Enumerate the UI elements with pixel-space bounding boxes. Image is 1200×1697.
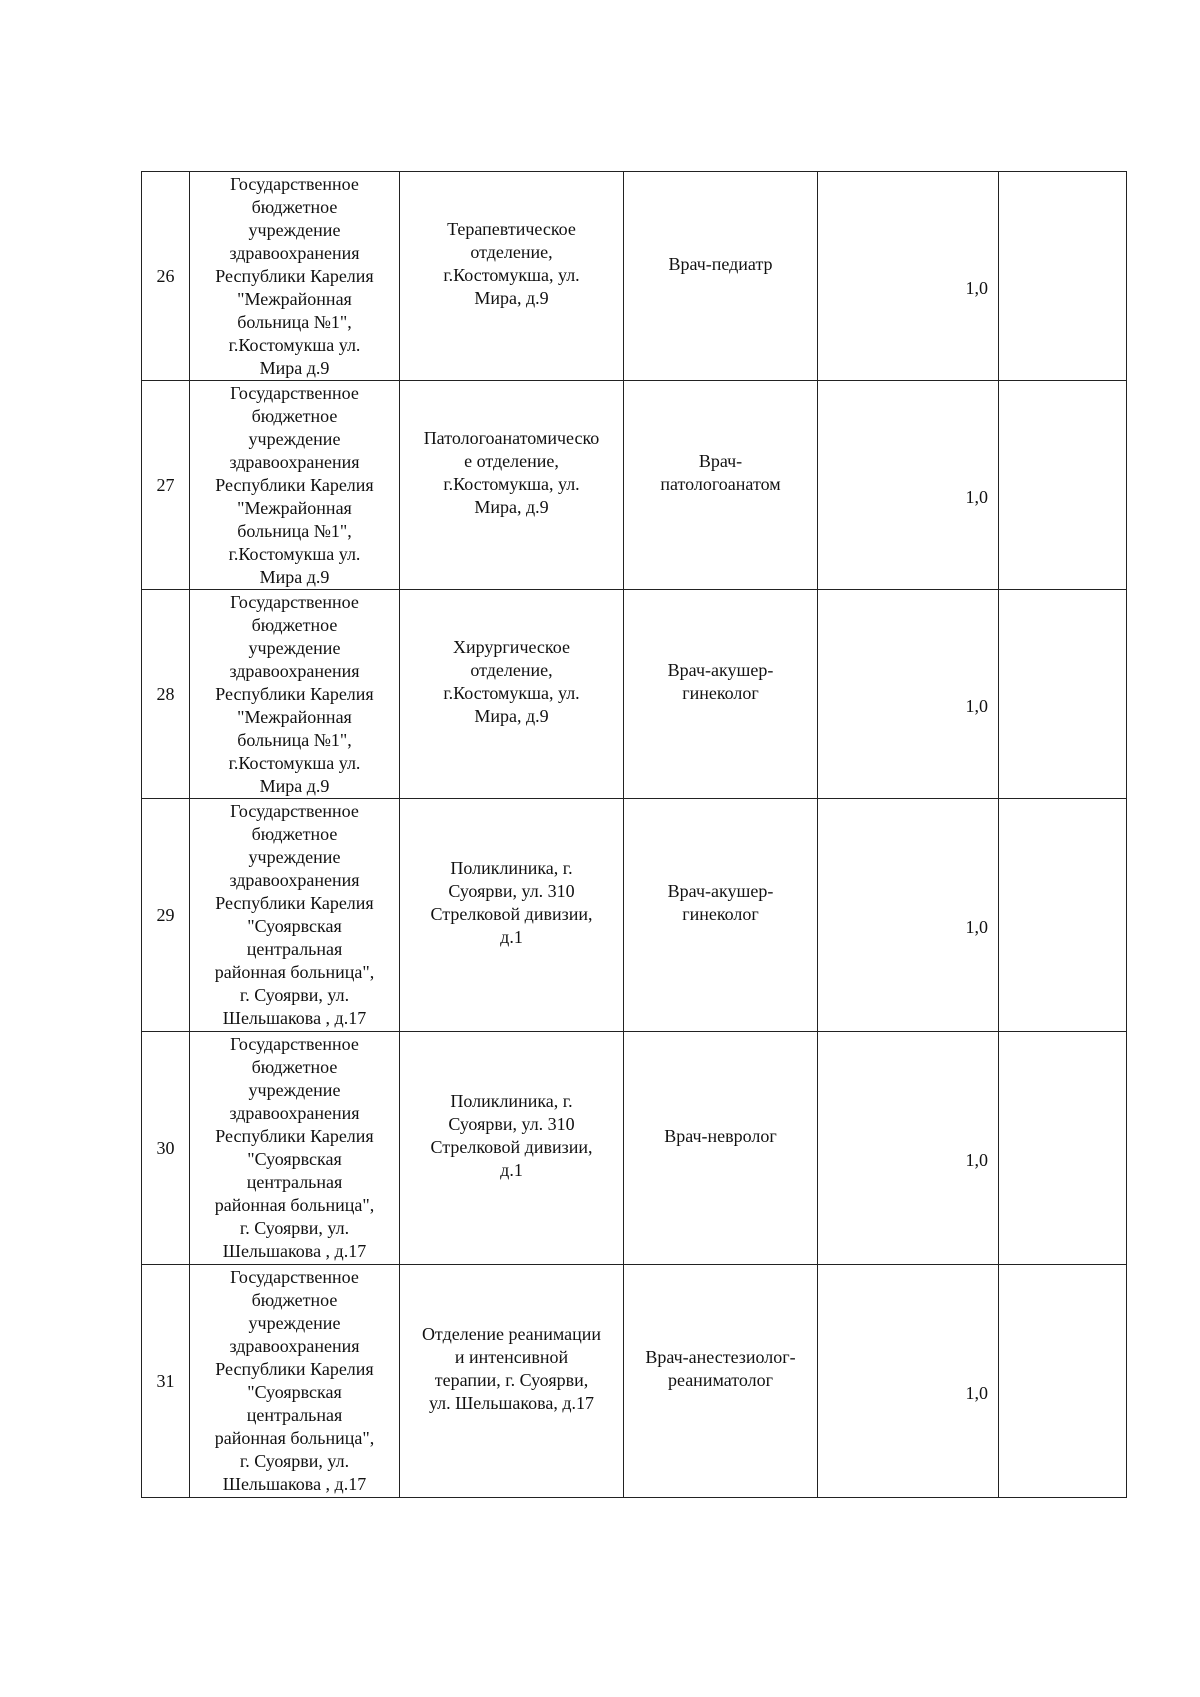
position-cell: Врач-педиатр — [624, 172, 818, 381]
institution-cell: Государственное бюджетное учреждение здравоохранения Республики Карелия "Межрайонная больница №1", г.Костомукша ул. Мира д.9 — [190, 381, 400, 590]
rate-cell: 1,0 — [818, 799, 999, 1032]
table-row — [142, 1265, 1127, 1498]
empty-cell — [999, 381, 1127, 590]
empty-cell — [999, 172, 1127, 381]
table-row — [142, 172, 1127, 381]
institution-cell: Государственное бюджетное учреждение здравоохранения Республики Карелия "Суоярвская центральная районная больница", г. Суоярви, ул. Шельшакова , д.17 — [190, 1265, 400, 1498]
rate-cell: 1,0 — [818, 381, 999, 590]
row-number-cell: 26 — [142, 172, 190, 381]
empty-cell — [999, 1032, 1127, 1265]
vacancy-table — [141, 171, 1127, 1498]
institution-cell: Государственное бюджетное учреждение здравоохранения Республики Карелия "Суоярвская центральная районная больница", г. Суоярви, ул. Шельшакова , д.17 — [190, 799, 400, 1032]
row-number-cell: 28 — [142, 590, 190, 799]
row-number-cell: 29 — [142, 799, 190, 1032]
department-cell: Хирургическое отделение, г.Костомукша, ул. Мира, д.9 — [400, 590, 624, 799]
position-cell: Врач-анестезиолог- реаниматолог — [624, 1265, 818, 1498]
rate-cell: 1,0 — [818, 1032, 999, 1265]
position-cell: Врач- патологоанатом — [624, 381, 818, 590]
institution-cell: Государственное бюджетное учреждение здравоохранения Республики Карелия "Суоярвская центральная районная больница", г. Суоярви, ул. Шельшакова , д.17 — [190, 1032, 400, 1265]
row-number-cell: 31 — [142, 1265, 190, 1498]
position-cell: Врач-невролог — [624, 1032, 818, 1265]
department-cell: Отделение реанимации и интенсивной терапии, г. Суоярви, ул. Шельшакова, д.17 — [400, 1265, 624, 1498]
table-row — [142, 1032, 1127, 1265]
department-cell: Поликлиника, г. Суоярви, ул. 310 Стрелковой дивизии, д.1 — [400, 1032, 624, 1265]
department-cell: Терапевтическое отделение, г.Костомукша, ул. Мира, д.9 — [400, 172, 624, 381]
position-cell: Врач-акушер- гинеколог — [624, 590, 818, 799]
empty-cell — [999, 1265, 1127, 1498]
row-number-cell: 30 — [142, 1032, 190, 1265]
rate-cell: 1,0 — [818, 590, 999, 799]
department-cell: Патологоанатомическо е отделение, г.Костомукша, ул. Мира, д.9 — [400, 381, 624, 590]
rate-cell: 1,0 — [818, 1265, 999, 1498]
institution-cell: Государственное бюджетное учреждение здравоохранения Республики Карелия "Межрайонная больница №1", г.Костомукша ул. Мира д.9 — [190, 172, 400, 381]
department-cell: Поликлиника, г. Суоярви, ул. 310 Стрелковой дивизии, д.1 — [400, 799, 624, 1032]
empty-cell — [999, 590, 1127, 799]
table-row — [142, 799, 1127, 1032]
rate-cell: 1,0 — [818, 172, 999, 381]
row-number-cell: 27 — [142, 381, 190, 590]
table-row — [142, 590, 1127, 799]
table-row — [142, 381, 1127, 590]
position-cell: Врач-акушер- гинеколог — [624, 799, 818, 1032]
institution-cell: Государственное бюджетное учреждение здравоохранения Республики Карелия "Межрайонная больница №1", г.Костомукша ул. Мира д.9 — [190, 590, 400, 799]
empty-cell — [999, 799, 1127, 1032]
